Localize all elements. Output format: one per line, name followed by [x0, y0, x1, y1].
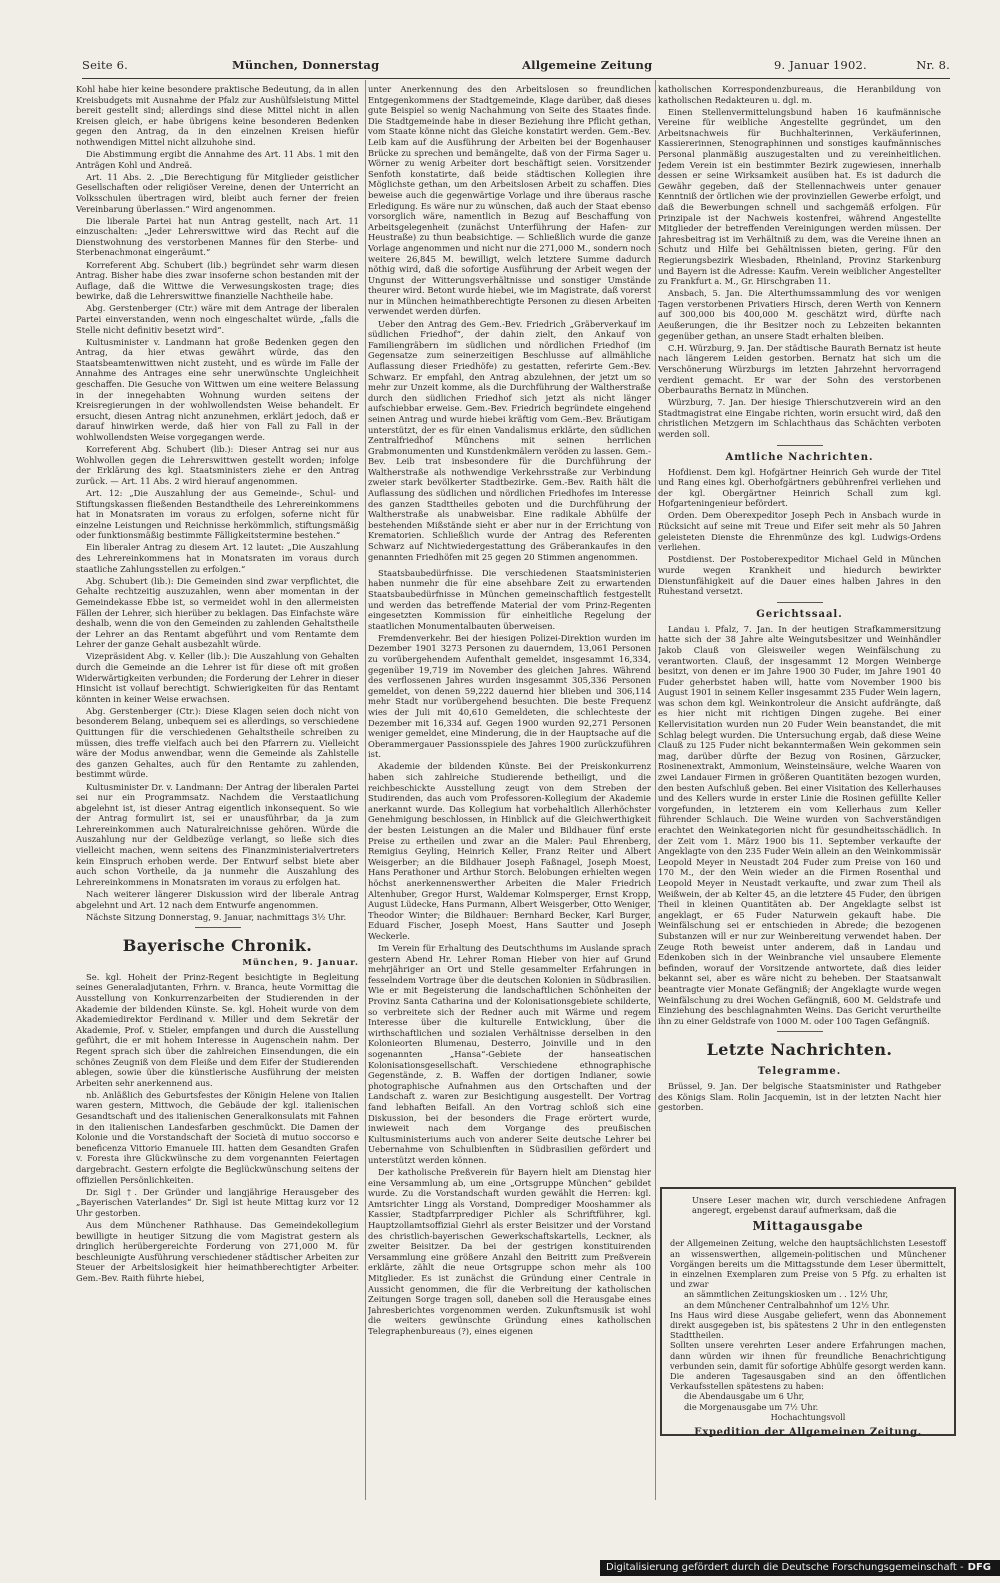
paragraph: Die liberale Partei hat nun Antrag gestellt, nach Art. 11 einzuschalten: „Jeder Lehrerswittwe wird das Recht auf die Dienstwohnung des verstorbenen Mannes für den Sterbe- und Sterbenachmonat eingeräumt.“ — [76, 215, 359, 258]
newspaper-title: Allgemeine Zeitung — [522, 58, 653, 72]
paragraph: Einen Stellenvermittelungsbund haben 16 kaufmännische Vereine für weibliche Angestellte gegründet, um den Arbeitsnachweis für Buchhalterinnen, Verkäuferinnen, Kassiererinnen, Stenographinnen und sonstiges kaufmännisches Personal planmäßig auszugestalten und zu vereinheitlichen. Jedem Verein ist ein bestimmter Bezirk zugewiesen, innerhalb dessen er seine Wirksamkeit ausüben hat. Es ist dadurch die Gewähr gegeben, daß der Stellennachweis unter genauer Kenntniß der örtlichen wie der provinziellen Gewerbe erfolgt, und daß die Bewerbungen schnell und sachgemäß erfolgen. Für Prinzipale ist der Nachweis kostenfrei, während Angestellte Mitglieder der betreffenden Vereinigungen werden müssen. Der Jahresbeitrag ist im Verhältniß zu dem, was die Vereine ihnen an Schutz und Hilfe bei Gehältnissen bieten, gering. Für den Regierungsbezirk Wiesbaden, Rheinland, Provinz Starkenburg und Bayern ist die Adresse: Kaufm. Verein weiblicher Angestellter zu Frankfurt a. M., Gr. Hirschgraben 11. — [658, 106, 941, 287]
paragraph: Ansbach, 5. Jan. Die Alterthumssammlung des vor wenigen Tagen verstorbenen Privatiers Hirsch, deren Werth von Kennern auf 300,000 bis 400,000 M. geschätzt wird, dürfte nach Aeußerungen, die ihr Besitzer noch zu Lebzeiten bekannten gegenüber gethan, an unsere Stadt erhalten bleiben. — [658, 288, 941, 341]
section-heading: Letzte Nachrichten. — [706, 1040, 893, 1060]
paragraph: Korreferent Abg. Schubert (lib.): Dieser Antrag sei nur aus Wohlwollen gegen die Lehrerswittwen gestellt worden; infolge der Erklärung des kgl. Staatsministers ziehe er den Antrag zurück. — Art. 11 Abs. 2 wird hierauf angenommen. — [76, 444, 359, 486]
paragraph: Nach weiterer längerer Diskussion wird der liberale Antrag abgelehnt und Art. 12 nach dem Entwurfe angenommen. — [76, 888, 359, 910]
paragraph: Aus dem Münchener Rathhause. Das Gemeindekollegium bewilligte in heutiger Sitzung die vom Magistrat gestern als dringlich herübergereichte Forderung von 271,000 M. für beschleunigte Ausführung verschiedener städtischer Arbeiten zur Steuer der Arbeitslosigkeit hier heimathberechtigter Arbeiter. Gem.-Bev. Raith führte hiebei, — [76, 1219, 359, 1283]
ad-body: der Allgemeinen Zeitung, welche den hauptsächlichsten Lesestoff an wissenswerthen, allgemein-politischen und Münchener Vorgängen bereits um die Mittagsstunde dem Leser übermittelt, in einzelnen Exemplaren zum Preise von 5 Pfg. zu erhalten ist und zwar — [670, 1238, 946, 1290]
paragraph: Staatsbaubedürfnisse. Die verschiedenen Staatsministerien haben nunmehr die für eine absehbare Zeit zu erwartenden Staatsbaubedürfnisse in München gemeinschaftlich festgestellt und werden das betreffende Material der vom Prinz-Regenten eingesetzten Kommission für einheitliche Regelung der staatlichen Monumentalbauten überweisen. — [368, 567, 651, 631]
paragraph: Dr. Sigl †. Der Gründer und langjährige Herausgeber des „Bayerischen Vaterlandes“ Dr. Sigl ist heute Mittag kurz vor 12 Uhr gestorben. — [76, 1186, 359, 1218]
section-heading: Amtliche Nachrichten. — [725, 451, 874, 463]
advertisement-box — [660, 1187, 956, 1439]
dateline: München, 9. Januar. — [242, 958, 359, 969]
paragraph: Abg. Gerstenberger (Ctr.) wäre mit dem Antrage der liberalen Partei einverstanden, wenn noch eingeschaltet würde, „falls die Stelle nicht definitiv besetzt wird“. — [76, 303, 359, 335]
dfg-logo: DFG — [967, 1562, 991, 1573]
paragraph: Kultusminister Dr. v. Landmann: Der Antrag der liberalen Partei sei nur ein Programmsatz. Nachdem die Verstaatlichung abgelehnt ist, ist dieser Antrag eigentlich inkonsequent. So wie der Antrag formulirt ist, sei er unausführbar, da ja zum Lehrereinkommen auch Naturalreichnisse gehören. Würde die Auszahlung nur der Geldbezüge verlangt, so ließe sich dies vielleicht machen, wenn seitens des Finanzministerialvertreters kein Einspruch erhoben werde. Der Entwurf selbst biete aber auch schon Vortheile, da ja nunmehr die Auszahlung des Lehrereinkommens in Monatsraten im voraus zu erfolgen hat. — [76, 781, 359, 887]
paragraph: Vizepräsident Abg. v. Keller (lib.): Die Auszahlung von Gehalten durch die Gemeinde an die Lehrer ist für diese oft mit großen Widerwärtigkeiten verbunden; die Forderung der Lehrer in dieser Hinsicht ist vollauf berechtigt. Schwierigkeiten für das Rentamt könnten in keiner Weise erwachsen. — [76, 651, 359, 704]
paragraph: katholischen Korrespondenzbureaus, die Heranbildung von katholischen Redakteuren u. dgl. m. — [658, 84, 941, 105]
paragraph: Ueber den Antrag des Gem.-Bev. Friedrich „Gräberverkauf im südlichen Friedhof“, der dahin zielt, den Ankauf von Familiengräbern im südlichen und nördlichen Friedhof (im Gegensatze zum seinerzeitigen Beschlusse auf allmähliche Auflassung dieser Friedhöfe) zu gestatten, referirte Gem.-Bev. Schwarz. Er empfahl, den Antrag abzulehnen, der jetzt um so mehr zur Unzeit komme, als die Durchführung der Waltherstraße durch den südlichen Friedhof sich jetzt als nicht länger aufschiebbar erweise. Gem.-Bev. Friedrich begründete eingehend seinen Antrag und wurde hiebei kräftig vom Gem.-Bev. Bräutigam unterstützt, der es für einen Vandalismus erklärte, den südlichen Zentralfriedhof Münchens mit seinen herrlichen Grabmonumenten und Kunstdenkmälern veröden zu lassen. Gem.-Bev. Leib trat insbesondere für die Durchführung der Waltherstraße als nothwendige Verkehrsstraße zur Verbindung zweier stark bevölkerter Stadtbezirke. Gem.-Bev. Raith hält die Auflassung des südlichen und nördlichen Friedhofes im Interesse des ganzen Stadttheiles geboten und die Durchführung der Waltherstraße als unabweisbar. Eine radikale Abhülfe der bestehenden Mißstände sieht er aber nur in der Errichtung von Krematorien. Schließlich wurde der Antrag des Referenten Schwarz auf Nichtwiedergestattung des Gräberankaufes in den genannten Friedhöfen mit 25 gegen 20 Stimmen angenommen. — [368, 318, 651, 562]
paragraph: Kultusminister v. Landmann hat große Bedenken gegen den Antrag, da hier etwas gewährt würde, das den Staatsbeamtenwittwen nicht zusteht, und es würde im Falle der Annahme des Antrages eine sehr unerwünschte Ungleichheit geschaffen. Die Gesuche von Wittwen um eine weitere Belassung in der innegehabten Wohnung wurden seitens der Kreisregierungen in der wohlwollendsten Weise behandelt. Er ersucht, diesen Antrag nicht anzunehmen, erklärt jedoch, daß er darauf hinwirken werde, daß hier von Fall zu Fall in der wohlwollendsten Weise vorgegangen werde. — [76, 336, 359, 442]
column-1 — [76, 84, 359, 1494]
city-day: München, Donnerstag — [232, 58, 380, 72]
section-divider — [777, 1031, 823, 1032]
paragraph: Brüssel, 9. Jan. Der belgische Staatsminister und Rathgeber des Königs Slam. Rolin Jacquemin, ist in der letzten Nacht hier gestorben. — [658, 1081, 941, 1113]
ad-regards: Hochachtungsvoll — [770, 1411, 846, 1422]
ad-intro: Unsere Leser machen wir, durch verschiedene Anfragen angeregt, ergebenst darauf aufmerksam, daß die — [692, 1195, 946, 1216]
paragraph: Art. 12: „Die Auszahlung der aus Gemeinde-, Schul- und Stiftungskassen fließenden Bestandtheile des Lehrereinkommens hat in Monatsraten im voraus zu erfolgen, soferne nicht für einzelne Leistungen und Reichnisse herkömmlich, stiftungsmäßig oder funktionsmäßig bestimmte Fälligkeitstermine bestehen.“ — [76, 487, 359, 541]
subheading: Telegramme. — [757, 1066, 842, 1078]
paragraph: Ein liberaler Antrag zu diesem Art. 12 lautet: „Die Auszahlung des Lehrereinkommens hat in Monatsraten im voraus durch staatliche Zahlungsstellen zu erfolgen.“ — [76, 542, 359, 574]
ad-time-row: an dem Münchener Centralbahnhof um 12½ Uhr. — [684, 1299, 890, 1310]
paragraph: Fremdenverkehr. Bei der hiesigen Polizei-Direktion wurden im Dezember 1901 3273 Personen zu dauerndem, 13,061 Personen zu vorübergehendem Aufenthalt gemeldet, insgesammt 16,334, gegenüber 19,719 im November des gleichen Jahres. Während des verflossenen Jahres wurden insgesammt 305,336 Personen gemeldet, von denen 59,222 dauernd hier blieben und 306,114 mehr Stadt nur vorübergehend besuchten. Die beste Frequenz wies der Juli mit 40,610 Gemeldeten, die schlechteste der Dezember mit 16,334 auf. Gegen 1900 wurden 92,271 Personen weniger gemeldet, eine Minderung, die in der Hauptsache auf die Oberammergauer Passionsspiele des Jahres 1900 zurückzuführen ist. — [368, 632, 651, 760]
paragraph: Landau i. Pfalz, 7. Jan. In der heutigen Strafkammersitzung hatte sich der 38 Jahre alte Weingutsbesitzer und Weinhändler Jakob Clauß von Gleisweiler wegen Weinfälschung zu verantworten. Clauß, der insgesammt 12 Morgen Weinberge besitzt, von denen er im Jahre 1900 30 Fuder, im Jahre 1901 40 Fuder geherbstet haben will, hatte vom November 1900 bis August 1901 in seinem Keller insgesammt 235 Fuder Wein lagern, was schon dem kgl. Weinkontroleur die Ansicht aufdrängte, daß es hier nicht mit richtigen Dingen zugehe. Bei einer Kellervisitation wurden nun 20 Fuder Wein beanstandet, die mit Schlag belegt wurden. Die Untersuchung ergab, daß diese Weine Clauß zu 125 Fuder nicht bekanntermaßen Wein gekommen sein mag, darüber dürfte der Bezug von Rosinen, Gärzucker, Rosinenextrakt, Ammonium, Weinsteinsäure, welche Waaren von zwei Landauer Firmen in größeren Quantitäten bezogen wurden, den besten Aufschluß geben. Bei einer Visitation des Kellerhauses und des Kellers wurde in erster Linie die Rosinen gefüllte Keller vorgefunden, in letzterem ein vom Kellerhaus zum Keller führender Schlauch. Die Weine wurden von Sachverständigen erachtet den Weinkategorien nicht für gesundheitsschädlich. In der Zeit vom 1. März 1900 bis 11. September verkaufte der Angeklagte von den 235 Fuder Wein allein an den Weinkommissär Leopold Meyer in Neustadt 204 Fuder zum Preise von 160 und 170 M., der den Wein wieder an die Firmen Rosenthal und Leopold Meyer in Neustadt verkaufte, und zwar zum Theil als Weißwein, der ab Kelter 45, an die letztere 45 Fuder, den übrigen Theil in kleinen Quantitäten ab. Der Angeklagte selbst ist angeklagt, er 65 Fuder Naturwein gekauft habe. Die Weinfälschung sei er entschieden in Abrede; die bezogenen Substanzen will er nur zur Weinbereitung verwendet haben. Der Zeuge Roth beweist unter anderem, daß in Landau und Edenkoben sich in der Weinbranche viel unsaubere Elemente befinden, worauf der Vorsitzende antwortete, daß dies leider bekannt sei, aber es wäre nicht zu beheben. Der Staatsanwalt beantragte vier Monate Gefängniß; der Angeklagte wurde wegen Weinfälschung zu drei Wochen Gefängniß, 600 M. Geldstrafe und Einziehung des beschlagnahmten Weins. Das Gericht verurtheilte ihn zu einer Geldstrafe von 1000 M. oder 100 Tagen Gefängniß. — [658, 623, 941, 1026]
column-3 — [658, 84, 941, 1164]
paragraph: Abg. Gerstenberger (Ctr.): Diese Klagen seien doch nicht von besonderem Belang, unbequem sei es allerdings, so verschiedene Quittungen für die verschiedenen Gehaltstheile schreiben zu müssen, dies treffe vielfach auch bei den Pfarrern zu. Vielleicht wäre der Modus anwendbar, wenn die Gemeinde als Zahlstelle des ganzen Gehaltes, auch für den Rentamte zu zahlenden, bestimmt würde. — [76, 705, 359, 780]
paragraph: Die Abstimmung ergibt die Annahme des Art. 11 Abs. 1 mit den Anträgen Kohl und Andreä. — [76, 149, 359, 170]
page-number: Seite 6. — [82, 58, 129, 72]
paragraph: Akademie der bildenden Künste. Bei der Preiskonkurrenz haben sich zahlreiche Studierende betheiligt, und die reichbeschickte Ausstellung zeugt von dem Streben der Studirenden, das auch vom Professoren-Kollegium der Akademie anerkannt wurde. Das Kollegium hat vorbehaltlich Allerhöchster Genehmigung beschlossen, in Hinblick auf die Gleichwerthigkeit der besten Leistungen an die Maler und Bildhauer fünf erste Preise zu ertheilen und zwar an die Maler: Paul Ehrenberg, Remigius Geyling, Heinrich Keller, Franz Reiter und Albert Weisgerber; an die Bildhauer Joseph Faßnagel, Joseph Moest, Hans Perathoner und Arthur Storch. Belobungen erhielten wegen höchst anerkennenswerther Arbeiten die Maler Friedrich Altenhuber, Gregor Hurst, Waldemar Kolmsperger, Ernst Kropp, August Lüdecke, Hans Purmann, Albert Weisgerber, Otto Weniger, Theodor Winter; die Bildhauer: Bernhard Becker, Karl Burger, Eduard Fischer, Joseph Moest, Hans Sautter und Joseph Weckerle. — [368, 761, 651, 941]
issue-date: 9. Januar 1902. — [774, 58, 867, 72]
paragraph: Orden. Dem Oberexpeditor Joseph Pech in Ansbach wurde in Rücksicht auf seine mit Treue und Eifer seit mehr als 50 Jahren geleisteten Dienste die Ehrenmünze des kgl. Ludwigs-Ordens verliehen. — [658, 510, 941, 553]
digitization-credit — [600, 1560, 1000, 1576]
paragraph: Hofdienst. Dem kgl. Hofgärtner Heinrich Geh wurde der Titel und Rang eines kgl. Oberhofgärtners gebührenfrei verliehen und der kgl. Obergärtner Heinrich Schall zum kgl. Hofgarteningenieur befördert. — [658, 466, 941, 509]
ad-body: Ins Haus wird diese Ausgabe geliefert, wenn das Abonnement direkt ausgegeben ist, bis spätestens 2 Uhr in den entlegensten Stadttheilen. — [670, 1309, 946, 1341]
section-heading: Gerichtssaal. — [756, 608, 843, 620]
paragraph: nb. Anläßlich des Geburtsfestes der Königin Helene von Italien waren gestern, Mittwoch, die Gebäude der kgl. italienischen Gesandtschaft und des italienischen Generalkonsulats mit Fahnen in den italienischen Landesfarben geschmückt. Die Damen der Kolonie und die Vorstandschaft der Società di mutuo soccorso e beneficenza Vittorio Emanuele III. hatten dem Gesandten Grafen v. Foresta ihre Glückwünsche zu dem vorgenannten Feiertagen dargebracht. Gestern erfolgte die Beglückwünschung seitens der offiziellen Persönlichkeiten. — [76, 1089, 359, 1185]
ad-body: Die anderen Tagesausgaben sind an den öffentlichen Verkaufsstellen spätestens zu haben: — [670, 1371, 946, 1392]
ad-title: Mittagausgabe — [752, 1219, 864, 1234]
section-divider — [195, 927, 241, 928]
paragraph: Im Verein für Erhaltung des Deutschthums im Auslande sprach gestern Abend Hr. Lehrer Roman Hieber von hier auf Grund mehrjähriger an Ort und Stelle gesammelter Erfahrungen in fesselndem Vortrage über die deutschen Kolonien in Südbrasilien. Wie er mit Begeisterung die landschaftlichen Schönheiten der Provinz Santa Catharina und der Kolonisationsgebiete schilderte, so verbreitete sich der Redner auch mit Wärme und regem Interesse über die kulturelle Entwicklung, über die wirthschaftlichen und sozialen Verhältnisse derselben in den Kolonieorten Blumenau, Desterro, Joinville und in den sogenannten „Hansa“-Gebiete der hanseatischen Kolonisationsgesellschaft. Verschiedene ethnographische Gegenstände, z. B. Waffen der dortigen Indianer, sowie photographische Aufnahmen aus den Ortschaften und der Landschaft z. waren zur Besichtigung ausgestellt. Der Vortrag fand lebhaften Beifall. An den Vortrag schloß sich eine Diskussion, bei der besonders die Frage erörtert wurde, inwieweit nach dem Vorgange des preußischen Kultusministeriums auch von anderer Seite deutsche Lehrer bei Uebernahme von Schulbienften in Südbrasilien gefördert und unterstützt werden können. — [368, 943, 651, 1165]
credit-text: Digitalisierung gefördert durch die Deutsche Forschungsgemeinschaft - — [606, 1562, 964, 1573]
ad-time-row: die Abendausgabe um 6 Uhr, — [684, 1391, 805, 1402]
column-2 — [368, 84, 651, 1494]
section-heading: Bayerische Chronik. — [122, 936, 313, 956]
paragraph: Art. 11 Abs. 2. „Die Berechtigung für Mitglieder geistlicher Gesellschaften oder religiöser Vereine, denen der Unterricht an Volksschulen übertragen wird, bleibt auch ferner der freien Vereinbarung überlassen.“ Wird angenommen. — [76, 171, 359, 214]
column-divider — [655, 80, 656, 1500]
ad-body: Sollten unsere verehrten Leser andere Erfahrungen machen, dann würden wir ihnen für freundliche Benachrichtigung verbunden sein, damit für sofortige Abhülfe gesorgt werden kann. — [670, 1340, 946, 1371]
masthead-rule — [82, 78, 950, 79]
ad-signature: Expedition der Allgemeinen Zeitung. — [694, 1427, 922, 1439]
ad-time-row: an sämmtlichen Zeitungskiosken um . . 12½ Uhr, — [684, 1289, 889, 1300]
issue-number: Nr. 8. — [916, 58, 950, 72]
paragraph: Korreferent Abg. Schubert (lib.) begründet sehr warm diesen Antrag. Bisher habe dies zwar insoferne schon bestanden mit der Auflage, daß die Wittwe die Verwesungskosten trage; dies bewirke, daß die Lehrerswittwe finanzielle Nachtheile habe. — [76, 259, 359, 302]
paragraph: Nächste Sitzung Donnerstag, 9. Januar, nachmittags 3½ Uhr. — [86, 911, 347, 922]
paragraph: Würzburg, 7. Jan. Der hiesige Thierschutzverein wird an den Stadtmagistrat eine Eingabe richten, worin ersucht wird, daß den christlichen Metzgern im Schlachthaus das Schächten verboten werden soll. — [658, 397, 941, 439]
section-divider — [777, 602, 823, 603]
paragraph: unter Anerkennung des den Arbeitslosen so freundlichen Entgegenkommens der Stadtgemeinde, Klage darüber, daß dieses gute Beispiel so wenig Nachahmung von Seite des Staates finde. Die Stadtgemeinde habe in dieser Beziehung ihre Pflicht gethan, vom Staate könne nicht das Gleiche konstatirt werden. Gem.-Bev. Leib kam auf die Ausführung der Arbeiten bei der Bogenhauser Brücke zu sprechen und bemängelte, daß von der Firma Sager u. Wörner zu wenig Arbeiter dort beschäftigt seien. Vorsitzender Senfoth konstatirte, daß beide städtischen Kollegien ihre Möglichste gethan, um den Arbeitslosen Arbeit zu schaffen. Dies beweise auch die gegenwärtige Vorlage und ihre überaus rasche Erledigung. Es wäre nur zu wünschen, daß auch der Staat ebenso vorsorglich wäre, namentlich in Bezug auf Beschaffung von Arbeitsgelegenheit (zunächst Unterführung der Hafen- zur Heustraße) zu thun beabsichtige. — Schließlich wurde die ganze Vorlage angenommen und nicht nur die 271,000 M., sondern noch weitere 26,845 M. bewilligt, welch letztere Summe dadurch nöthig wird, daß die sofortige Ausführung der Arbeit wegen der Ungunst der Witterungsverhältnisse und sonstiger Umstände theurer wird. Betont wurde hiebei, wie im Magistrate, daß vorerst nur in München heimathberechtigte Personen zu diesen Arbeiten verwendet werden dürfen. — [368, 84, 651, 317]
paragraph: Abg. Schubert (lib.): Die Gemeinden sind zwar verpflichtet, die Gehalte rechtzeitig auszuzahlen, wenn aber momentan in der Gemeindekasse Ebbe ist, so vermeidet wohl in den allermeisten Fällen der Lehrer, sich hierüber zu beklagen. Das Einfachste wäre deshalb, wenn die von den Gemeinden zu zahlenden Gehaltstheile der Lehrer an das Rentamt abgeführt und vom Rentamte dem Lehrer der ganze Gehalt ausbezahlt würde. — [76, 575, 359, 650]
column-divider — [365, 80, 366, 1500]
masthead — [82, 58, 950, 76]
paragraph: Postdienst. Der Postoberexpeditor Michael Geld in München wurde wegen Krankheit und hiedurch bewirkter Dienstunfähigkeit auf die Dauer eines halben Jahres in den Ruhestand versetzt. — [658, 554, 941, 597]
paragraph: Der katholische Preßverein für Bayern hielt am Dienstag hier eine Versammlung ab, um eine „Ortsgruppe München“ gebildet wurde. Zu die Vorstandschaft wurden gewählt die Herren: kgl. Amtsrichter Lingg als Vorstand, Domprediger Mooshammer als Kassier, Stadtpfarrprediger Pichler als Schriftführer, kgl. Hauptzollamtsoffizial Giehrl als erster Beisitzer und der Vorstand des christlich-bayerischen Gewerkschaftskartells, Leckner, als zweiter Beisitzer. Da bei der gestrigen konstituirenden Versammlung eine größere Anzahl den Beitritt zum Preßverein erklärte, zählt die neue Ortsgruppe schon mehr als 100 Mitglieder. Es ist zunächst die Gründung einer Centrale in Aussicht genommen, die für die Verbreitung der katholischen Zeitungen Sorge tragen soll, daneben soll die Herausgabe eines Jahresberichtes vorgenommen werden. Zukunftsmusik ist wohl die weiters gewünschte Gründung eines katholischen Telegraphenbureaus (?), eines eigenen — [368, 1166, 651, 1336]
paragraph: Se. kgl. Hoheit der Prinz-Regent besichtigte in Begleitung seines Generaladjutanten, Frhrn. v. Branca, heute Vormittag die Ausstellung von Konkurrenzarbeiten der Studierenden in der Akademie der bildenden Künste. Se. kgl. Hoheit wurde von dem Akademiedirektor Ferdinand v. Miller und dem Sekretär der Akademie, Prof. v. Stieler, empfangen und durch die Ausstellung geführt, die er mit hohem Interesse in Augenschein nahm. Der Regent sprach sich über die zahlreichen Einsendungen, die ein schönes Zeugniß von dem Fleiße und dem Eifer der Studierenden ablegen, sowie über die künstlerische Ausführung der meisten Arbeiten sehr anerkennend aus. — [76, 971, 359, 1088]
section-divider — [777, 445, 823, 446]
paragraph: Kohl habe hier keine besondere praktische Bedeutung, da in allen Kreisbudgets mit Ausnahme der Pfalz zur Aushülfsleistung Mittel bereit gestellt sind; allerdings sind diese Mittel nicht in allen Kreisen gleich, er habe übrigens keine besonderen Bedenken gegen den Antrag, da in den einzelnen Kreisen hiefür nothwendigen Mittel nicht allzuhohe sind. — [76, 84, 359, 147]
ad-time-row: die Morgenausgabe um 7½ Uhr. — [684, 1401, 819, 1412]
paragraph: C.H. Würzburg, 9. Jan. Der städtische Baurath Bernatz ist heute nach längerem Leiden gestorben. Bernatz hat sich um die Verschönerung Würzburgs im letzten Jahrzehnt hervorragend verdient gemacht. Er war der Sohn des verstorbenen Oberbauraths Bernatz in München. — [658, 342, 941, 396]
